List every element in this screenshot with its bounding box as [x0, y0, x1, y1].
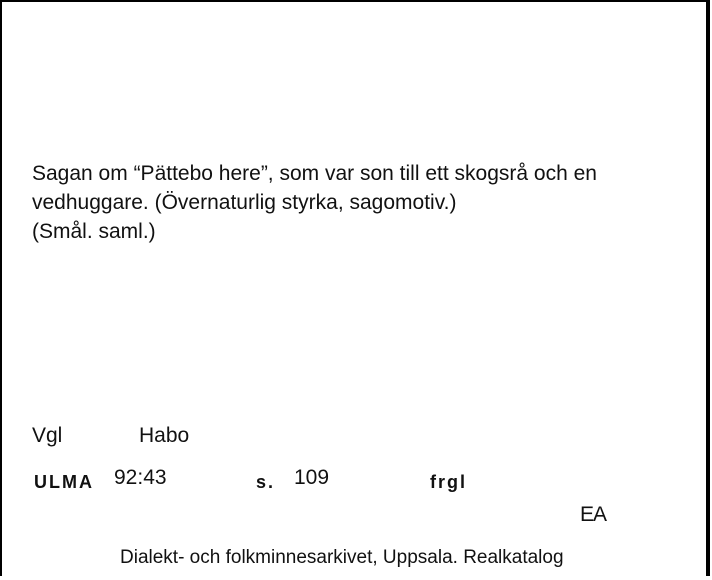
- province-label: Vgl: [32, 424, 63, 447]
- parish-label: Habo: [139, 424, 190, 447]
- initials: EA: [580, 503, 607, 526]
- card-description: [32, 159, 692, 246]
- page-label: s.: [256, 472, 276, 492]
- archive-number: 92:43: [114, 466, 167, 489]
- page-number: 109: [294, 466, 330, 489]
- description-line-2: vedhuggare. (Övernaturlig styrka, sagomotiv.): [32, 191, 457, 214]
- category-code: frgl: [430, 472, 467, 492]
- description-line-1: Sagan om “Pättebo here”, som var son till ett skogsrå och en: [32, 162, 597, 185]
- archive-footer: Dialekt- och folkminnesarkivet, Uppsala. Realkatalog: [120, 547, 564, 568]
- archive-code: ULMA: [34, 472, 94, 492]
- description-line-3: (Smål. saml.): [32, 220, 156, 243]
